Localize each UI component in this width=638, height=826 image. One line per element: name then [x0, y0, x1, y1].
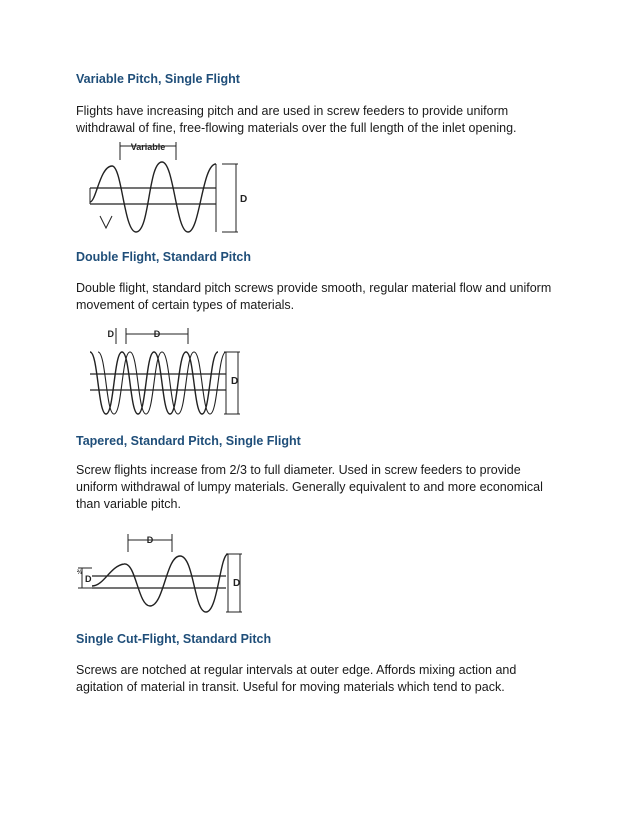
paragraph-line: Screws are notched at regular intervals at outer edge. Affords mixing action and: [76, 663, 517, 677]
section-heading-tapered: Tapered, Standard Pitch, Single Flight: [76, 434, 301, 448]
two-thirds-label: ⅔: [77, 570, 83, 576]
paragraph-line: than variable pitch.: [76, 497, 181, 511]
double-flight-screw-diagram: [76, 322, 256, 422]
diameter-label: D: [240, 194, 248, 205]
paragraph-line: Screw flights increase from 2/3 to full diameter. Used in screw feeders to provide: [76, 463, 521, 477]
paragraph-line: uniform withdrawal of lumpy materials. Generally equivalent to and more economical: [76, 480, 543, 494]
paragraph-line: withdrawal of fine, free-flowing materials over the full length of the inlet opening.: [76, 121, 517, 135]
variable-pitch-label: Variable: [130, 142, 166, 152]
pitch-label: D: [153, 329, 161, 339]
diameter-label: D: [233, 578, 241, 589]
section-paragraph-double-flight: [76, 280, 576, 314]
small-diameter-label: D: [85, 574, 92, 584]
variable-pitch-screw-diagram: [76, 136, 256, 236]
paragraph-line: Double flight, standard pitch screws provide smooth, regular material flow and uniform: [76, 281, 552, 295]
pitch-label: D: [146, 535, 154, 545]
tapered-screw-diagram: [76, 528, 256, 618]
half-pitch-label: D: [107, 329, 114, 339]
section-paragraph-cut-flight: [76, 662, 576, 696]
section-heading-cut-flight: Single Cut-Flight, Standard Pitch: [76, 632, 272, 646]
section-paragraph-tapered: [76, 462, 576, 513]
paragraph-line: Flights have increasing pitch and are used in screw feeders to provide uniform: [76, 104, 509, 118]
paragraph-line: agitation of material in transit. Useful for moving materials which tend to pack.: [76, 680, 505, 694]
section-paragraph-variable-pitch: [76, 103, 576, 137]
section-heading-double-flight: Double Flight, Standard Pitch: [76, 250, 251, 264]
paragraph-line: movement of certain types of materials.: [76, 298, 295, 312]
section-heading-variable-pitch: Variable Pitch, Single Flight: [76, 72, 240, 86]
diameter-label: D: [231, 376, 239, 387]
